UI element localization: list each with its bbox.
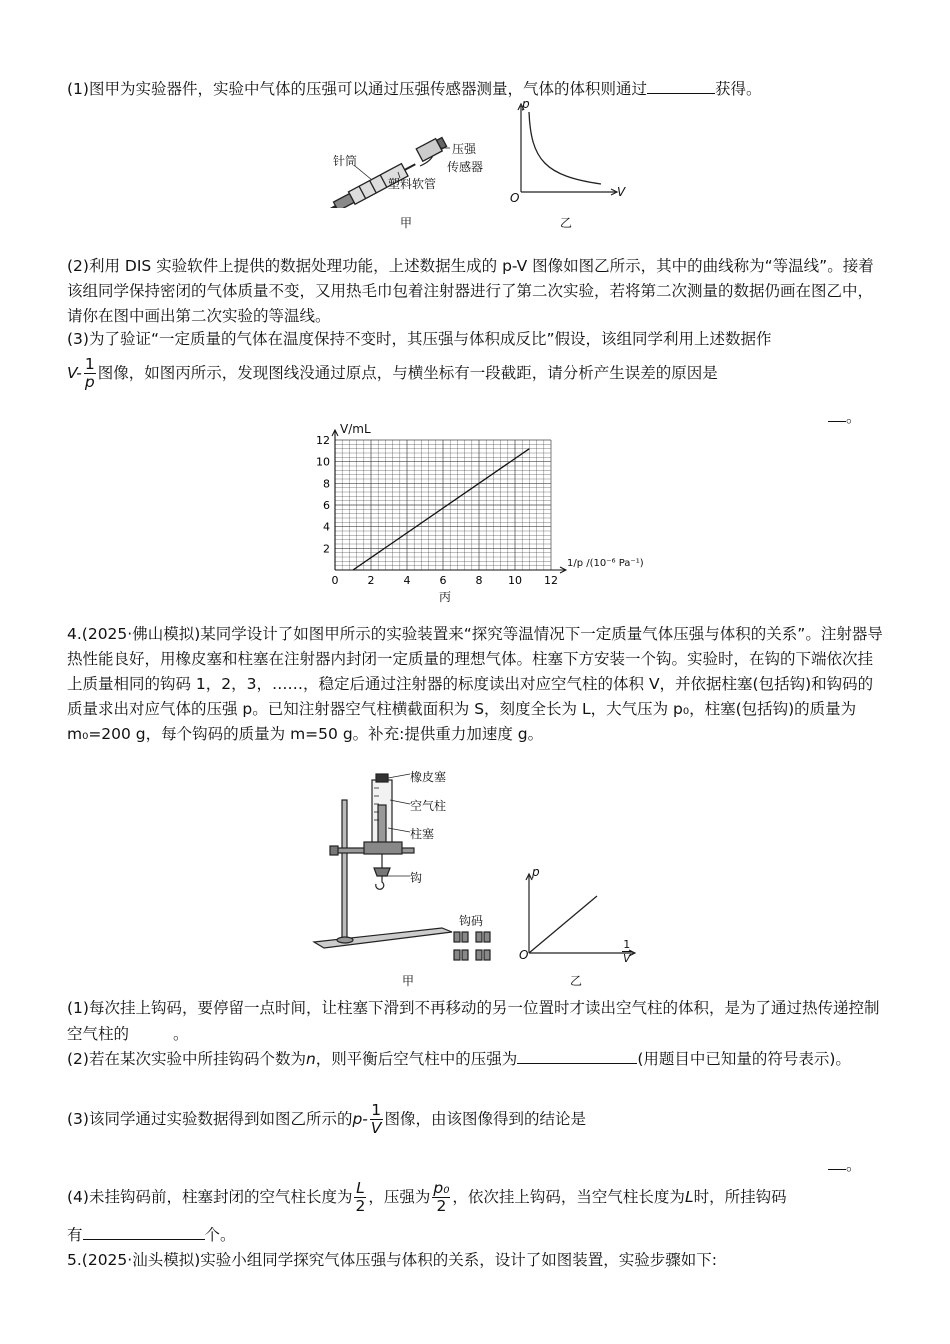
q4-part4-blank[interactable]	[83, 1222, 205, 1240]
q4-intro: 4.(2025·佛山模拟)某同学设计了如图甲所示的实验装置来“探究等温情况下一定质量气体压强与体积的关系”。注射器导热性能良好，用橡皮塞和柱塞在注射器内封闭一定质量的理想气体。柱塞下方安装一个钩。实验时，在钩的下端依次挂上质量相同的钩码 1，2，3，……，稳定后通过注射器的标度读出对应空气柱的体积 V，并依据柱塞(包括钩)和钩码的质量求出对应气体的压强 p。已知注射器空气柱横截面积为 S，刻度全长为 L，大气压为 p₀，柱塞(包括钩)的质量为 m₀=200 g，每个钩码的质量为 m=50 g。补充:提供重力加速度 g。	[67, 625, 883, 743]
v-inverse-p-chart	[305, 420, 650, 610]
chart-title: 丙	[439, 590, 452, 604]
axis-p-label: p	[522, 97, 530, 111]
q3-part1-blank[interactable]	[647, 76, 715, 94]
q4-part3-answer-end: 。	[828, 1152, 862, 1178]
fig-yi-label: 乙	[560, 216, 573, 230]
chart-xlabel: 1/p /(10⁻⁶ Pa⁻¹)	[567, 558, 644, 569]
apparatus-figure	[312, 770, 502, 970]
x-tick-label: 12	[544, 574, 558, 587]
q4-part1-blank[interactable]	[129, 1021, 173, 1039]
pv-curve-figure	[505, 100, 630, 210]
q5-intro: 5.(2025·汕头模拟)实验小组同学探究气体压强与体积的关系，设计了如图装置，实验步骤如下:	[67, 1251, 717, 1269]
pressure-sensor-label-2: 传感器	[447, 160, 484, 174]
q3-part3-answer-end: 。	[828, 404, 862, 430]
q3-part3-line2: V- $\frac{1}{p}$ 图像，如图丙所示，发现图线没通过原点，与横坐标有一段截距，请分析产生误差的原因是	[67, 355, 718, 391]
needle-tube-label: 针筒	[333, 154, 358, 168]
chart-ticks	[316, 434, 558, 587]
q4-part4-line2: 有 个。	[67, 1222, 887, 1248]
x-tick-label: 2	[367, 574, 375, 587]
p0-over-2-fraction: $\frac{\text{p₀}}{2}$	[433, 1179, 450, 1215]
q4-axis-x-fraction: $\frac{1}{V}$	[623, 938, 631, 965]
y-tick-label: 8	[323, 477, 330, 491]
one-over-p-fraction: $\frac{1}{p}$	[84, 355, 95, 391]
y-tick-label: 4	[323, 520, 330, 534]
y-tick-label: 10	[316, 455, 330, 469]
q4-part2-blank[interactable]	[517, 1046, 637, 1064]
q3-part3-blank[interactable]	[828, 404, 846, 422]
chart-ylabel: V/mL	[340, 422, 371, 436]
plastic-hose-label: 塑料软管	[388, 177, 437, 191]
weights-label: 钩码	[459, 914, 484, 928]
pressure-sensor-label-1: 压强	[452, 142, 477, 156]
q4-part4: (4)未挂钩码前，柱塞封闭的空气柱长度为 $\frac{L}{2}$ ，压强为 $\frac{\text{p₀}}{2}$ ，依次挂上钩码，当空气柱长度为L时，所挂钩码	[67, 1179, 787, 1215]
x-tick-label: 8	[475, 574, 483, 587]
x-tick-label: 6	[439, 574, 447, 587]
x-tick-label: 4	[403, 574, 411, 587]
fig-jia-label: 甲	[400, 216, 413, 230]
l-over-2-fraction: $\frac{L}{2}$	[355, 1179, 366, 1215]
x-tick-label: 10	[508, 574, 522, 587]
chart-grid	[335, 440, 551, 570]
axis-v-label: V	[617, 185, 626, 199]
q4-fig-yi-label: 乙	[570, 974, 583, 988]
q4-part1: (1)每次挂上钩码，要停留一点时间，让柱塞下滑到不再移动的另一位置时才读出空气柱的体积，是为了通过热传递控制空气柱的 。	[67, 999, 880, 1043]
q4-origin-label: O	[519, 948, 529, 962]
q4-part3-blank[interactable]	[828, 1152, 846, 1170]
y-tick-label: 6	[323, 499, 330, 512]
q3-part3-line1: (3)为了验证“一定质量的气体在温度保持不变时，其压强与体积成反比”假设，该组同学利用上述数据作	[67, 330, 772, 348]
air-column-label: 空气柱	[410, 799, 447, 813]
origin-label: O	[510, 191, 520, 205]
rubber-stopper-label: 橡皮塞	[410, 770, 447, 784]
one-over-v-fraction: $\frac{1}{V}$	[370, 1101, 382, 1137]
q4-part2: (2)若在某次实验中所挂钩码个数为n，则平衡后空气柱中的压强为 (用题目中已知量的符号表示)。	[67, 1046, 887, 1072]
x-tick-label: 0	[331, 574, 339, 587]
chart-axes	[332, 430, 566, 573]
isotherm-curve	[529, 112, 601, 184]
q4-axis-p-label: p	[532, 865, 540, 879]
q4-fig-jia-label: 甲	[402, 974, 415, 988]
hook-label: 钩	[410, 871, 423, 885]
y-tick-label: 2	[323, 542, 330, 556]
q4-part3: (3)该同学通过实验数据得到如图乙所示的p- $\frac{1}{V}$ 图像，由该图像得到的结论是	[67, 1101, 587, 1137]
q3-part1: (1)图甲为实验器件，实验中气体的压强可以通过压强传感器测量，气体的体积则通过 获得。	[67, 76, 887, 102]
plunger-label: 柱塞	[410, 827, 435, 841]
y-tick-label: 12	[316, 434, 330, 447]
proportional-line	[529, 896, 597, 953]
q3-part2: (2)利用 DIS 实验软件上提供的数据处理功能，上述数据生成的 p-V 图像如图乙所示，其中的曲线称为“等温线”。接着该组同学保持密闭的气体质量不变，又用热毛巾包着注射器进行了第二次实验，若将第二次测量的数据仍画在图乙中，请你在图中画出第二次实验的等温线。	[67, 257, 874, 325]
